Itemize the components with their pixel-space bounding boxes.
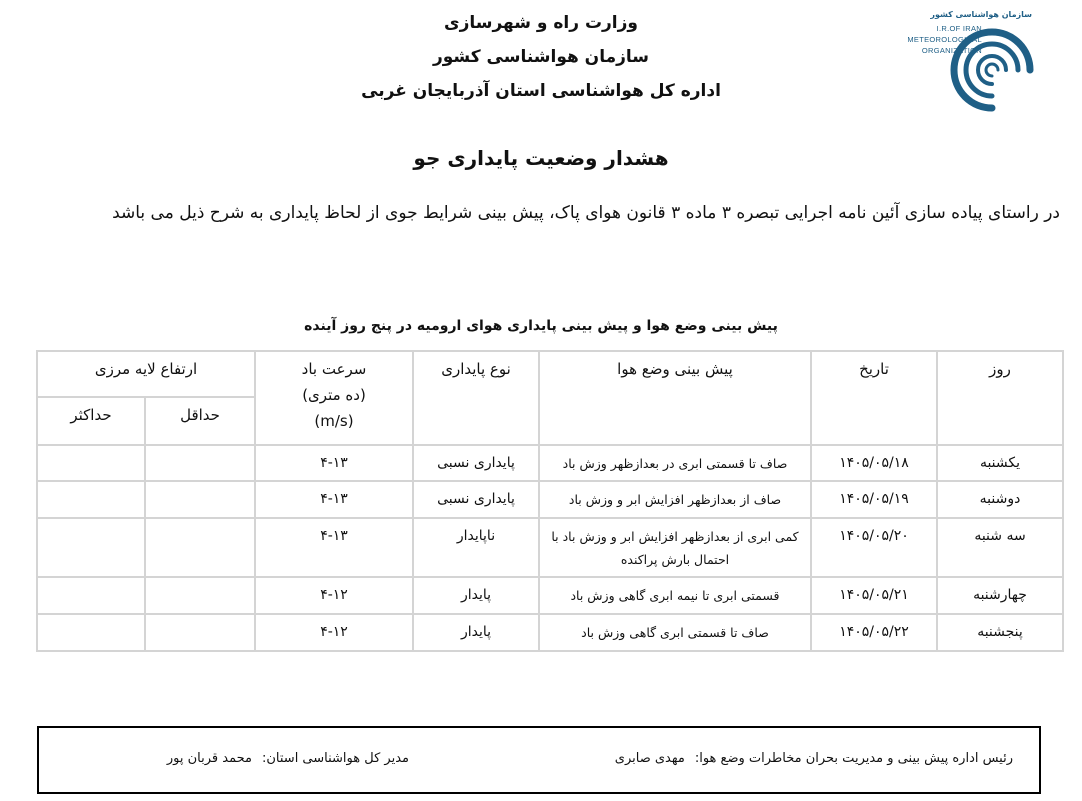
cell-stability: پایداری نسبی xyxy=(413,481,539,518)
cell-date: ۱۴۰۵/۰۵/۱۸ xyxy=(811,445,937,481)
cell-date: ۱۴۰۵/۰۵/۲۱ xyxy=(811,577,937,614)
cell-weather: صاف تا قسمتی ابری گاهی وزش باد xyxy=(539,614,811,651)
cell-min xyxy=(145,577,255,614)
forecast-head-name: مهدی صابری xyxy=(614,751,685,766)
director-name: محمد قربان پور xyxy=(166,751,252,766)
cell-weather: صاف از بعدازظهر افزایش ابر و وزش باد xyxy=(539,481,811,518)
header-max: حداکثر xyxy=(37,397,145,445)
cell-day: یکشنبه xyxy=(937,445,1063,481)
table-row xyxy=(37,518,1063,577)
cell-max xyxy=(37,445,145,481)
cell-min xyxy=(145,614,255,651)
cell-weather: کمی ابری از بعدازظهر افزایش ابر و وزش باد با احتمال بارش پراکنده xyxy=(539,518,811,577)
cell-day: پنجشنبه xyxy=(937,614,1063,651)
forecast-head-title: رئیس اداره پیش بینی و مدیریت بحران مخاطرات وضع هوا: xyxy=(694,751,1013,766)
logo-text-fa: سازمان هواشناسی کشور xyxy=(930,10,1032,19)
cell-wind: ۴-۱۳ xyxy=(255,481,413,518)
cell-max xyxy=(37,614,145,651)
intro-paragraph: در راستای پیاده سازی آئین نامه اجرایی تبصره ۳ ماده ۳ قانون هوای پاک، پیش بینی شرایط جوی از لحاظ پایداری به شرح ذیل می باشد xyxy=(112,203,1060,223)
cell-wind: ۴-۱۲ xyxy=(255,614,413,651)
cell-weather: صاف تا قسمتی ابری در بعدازظهر وزش باد xyxy=(539,445,811,481)
header-wind-line2: (ده متری) xyxy=(302,386,366,404)
header-day: روز xyxy=(937,351,1063,445)
cell-date: ۱۴۰۵/۰۵/۲۰ xyxy=(811,518,937,577)
header-wind-speed xyxy=(255,351,413,445)
ministry-name: وزارت راه و شهرسازی xyxy=(443,13,638,33)
cell-max xyxy=(37,577,145,614)
forecast-table xyxy=(36,350,1064,652)
header-boundary-layer: ارتفاع لایه مرزی xyxy=(37,351,255,397)
document-header xyxy=(0,6,1082,108)
table-row xyxy=(37,614,1063,651)
cell-wind: ۴-۱۲ xyxy=(255,577,413,614)
organization-name: سازمان هواشناسی کشور xyxy=(432,47,649,67)
signature-box xyxy=(37,726,1041,794)
cell-date: ۱۴۰۵/۰۵/۱۹ xyxy=(811,481,937,518)
cell-wind: ۴-۱۳ xyxy=(255,445,413,481)
table-row xyxy=(37,481,1063,518)
cell-day: سه شنبه xyxy=(937,518,1063,577)
header-min: حداقل xyxy=(145,397,255,445)
header-wind-line1: سرعت باد xyxy=(301,360,367,378)
forecast-head-signature xyxy=(615,751,1013,766)
cell-day: دوشنبه xyxy=(937,481,1063,518)
header-wind-line3: (m/s) xyxy=(314,412,354,430)
cell-max xyxy=(37,518,145,577)
table-caption: پیش بینی وضع هوا و پیش بینی پایداری هوای ارومیه در پنج روز آینده xyxy=(304,318,778,334)
department-name: اداره کل هواشناسی استان آذربایجان غربی xyxy=(361,81,721,101)
cell-stability: پایداری نسبی xyxy=(413,445,539,481)
cell-day: چهارشنبه xyxy=(937,577,1063,614)
cell-date: ۱۴۰۵/۰۵/۲۲ xyxy=(811,614,937,651)
header-stability: نوع پایداری xyxy=(413,351,539,445)
table-row xyxy=(37,445,1063,481)
cell-stability: ناپایدار xyxy=(413,518,539,577)
cell-max xyxy=(37,481,145,518)
cell-stability: پایدار xyxy=(413,614,539,651)
director-signature xyxy=(167,751,409,766)
cell-min xyxy=(145,518,255,577)
director-title: مدیر کل هواشناسی استان: xyxy=(261,751,409,766)
header-weather: پیش بینی وضع هوا xyxy=(539,351,811,445)
logo-text-en-line2: METEOROLOGICAL xyxy=(907,35,982,44)
logo-text-en-line3: ORGANIZATION xyxy=(921,46,982,55)
cell-min xyxy=(145,445,255,481)
logo-text-en-line1: I.R.OF IRAN xyxy=(936,24,982,33)
header-date: تاریخ xyxy=(811,351,937,445)
cell-stability: پایدار xyxy=(413,577,539,614)
table-row xyxy=(37,577,1063,614)
cell-weather: قسمتی ابری تا نیمه ابری گاهی وزش باد xyxy=(539,577,811,614)
cell-min xyxy=(145,481,255,518)
document-title: هشدار وضعیت پایداری جو xyxy=(413,146,669,170)
cell-wind: ۴-۱۳ xyxy=(255,518,413,577)
